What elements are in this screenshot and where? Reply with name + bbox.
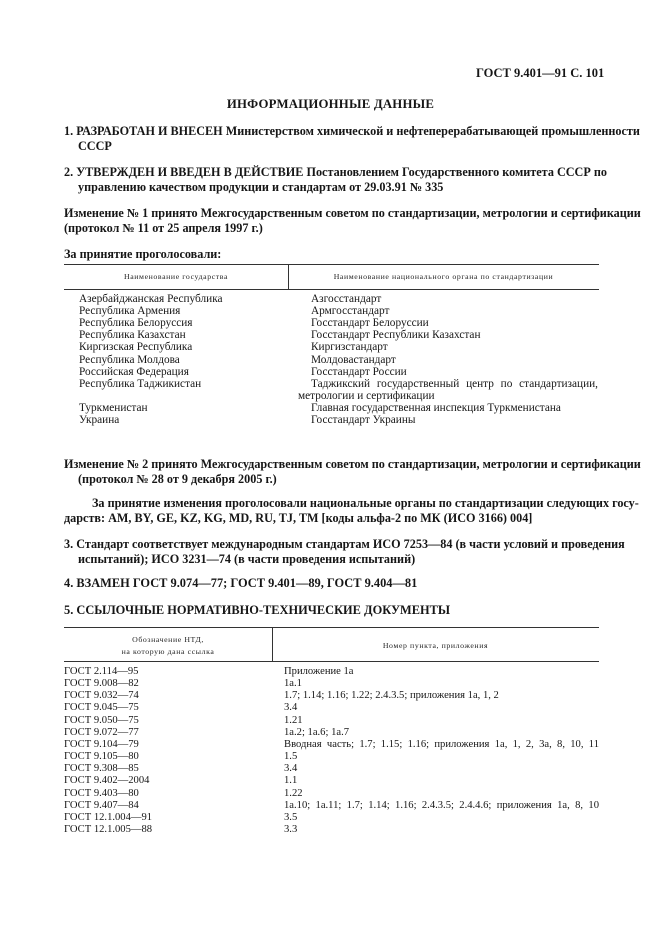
table-1-body-cell: Госстандарт Белоруссии (311, 317, 429, 330)
table-1-body-cell: Госстандарт Украины (311, 414, 416, 426)
change-2-line-1: Изменение № 2 принято Межгосударственным советом по стандартизации, метрологии и сертификации (64, 457, 641, 471)
table-2-doc-cell: ГОСТ 9.105—80 (64, 751, 139, 763)
table-1-state-cell: Республика Таджикистан (79, 377, 202, 390)
table-2-ref-cell: 3.5 (284, 811, 298, 823)
table-1-state-cell: Республика Белоруссия (79, 317, 193, 330)
table-1-body-cell: Молдовастандарт (311, 353, 396, 366)
item-2-line-1: 2. УТВЕРЖДЕН И ВВЕДЕН В ДЕЙСТВИЕ Постановлением Государственного комитета СССР по (64, 165, 607, 179)
table-2-ref-cell: 1.5 (284, 751, 298, 763)
table-2-ref-cell: Вводная часть; 1.7; 1.15; 1.16; приложения 1а, 1, 2, 3а, 8, 10, 11 (284, 738, 599, 750)
item-5-references-title: 5. ССЫЛОЧНЫЕ НОРМАТИВНО-ТЕХНИЧЕСКИЕ ДОКУМЕНТЫ (64, 603, 451, 617)
table-1-state-cell: Украина (79, 414, 120, 426)
table-2-doc-cell: ГОСТ 9.072—77 (64, 726, 139, 738)
table-2-ref-cell: 1.7; 1.14; 1.16; 1.22; 2.4.3.5; приложения 1а, 1, 2 (284, 690, 499, 702)
table-1-body-cell: метрологии и сертификации (298, 389, 435, 402)
page-title: ИНФОРМАЦИОННЫЕ ДАННЫЕ (226, 97, 435, 111)
change-2-paragraph (64, 457, 641, 487)
table-2-doc-cell: ГОСТ 9.402—2004 (64, 775, 150, 787)
table-1-state-cell: Республика Молдова (79, 353, 180, 366)
table-2-ref-cell: 1а.10; 1а.11; 1.7; 1.14; 1.16; 2.4.3.5; 2.4.4.6; приложения 1а, 8, 10 (284, 799, 599, 811)
table-1-body-cell: Армгосстандарт (311, 305, 390, 318)
table-2-doc-cell: ГОСТ 9.008—82 (64, 678, 139, 690)
table-2-doc-cell: ГОСТ 9.403—80 (64, 787, 139, 799)
table-1-state-cell: Республика Казахстан (79, 329, 186, 342)
table-2-ref-cell: 3.4 (284, 763, 298, 775)
table-2-doc-cell: ГОСТ 9.308—85 (64, 763, 139, 775)
item-2-line-2: управлению качеством продукции и стандартам от 29.03.91 № 335 (78, 180, 444, 194)
item-1-developed (64, 124, 640, 154)
table-1-body-cell: Азгосстандарт (311, 293, 382, 305)
change-2-line-3: За принятие изменения проголосовали национальные органы по стандартизации следующих госу- (92, 496, 639, 510)
table-1-state-cell: Российская Федерация (79, 365, 189, 378)
table-1-state-cell: Киргизская Республика (79, 341, 193, 354)
item-3-line-2: испытаний); ИСО 3231—74 (в части проведения испытаний) (78, 552, 416, 566)
table-2-header-doc-line-1: Обозначение НТД, (132, 635, 204, 644)
table-1-body-cell: Таджикский государственный центр по стандартизации, (311, 377, 598, 390)
page-header-code: ГОСТ 9.401—91 С. 101 (476, 66, 605, 80)
item-4-replaces: 4. ВЗАМЕН ГОСТ 9.074—77; ГОСТ 9.401—89, ГОСТ 9.404—81 (64, 576, 418, 590)
table-2-doc-cell: ГОСТ 9.032—74 (64, 690, 139, 702)
change-1-paragraph (64, 206, 641, 236)
change-2-line-4: дарств: AM, BY, GE, KZ, KG, MD, RU, TJ, TM [коды альфа-2 по МК (ИСО 3166) 004] (64, 511, 533, 525)
table-2-header-doc (64, 634, 272, 658)
table-1-body-cell: Главная государственная инспекция Туркменистана (311, 401, 561, 414)
table-2-header-rule (64, 661, 599, 662)
table-1-body-cell: Киргизстандарт (311, 341, 388, 354)
table-2-ref-cell: 1.22 (284, 787, 303, 799)
table-1-header-rule (64, 289, 599, 290)
table-1-state-cell: Республика Армения (79, 305, 181, 318)
table-2-header-ref: Номер пункта, приложения (382, 641, 489, 650)
table-1-top-rule (64, 264, 599, 265)
change-1-line-1: Изменение № 1 принято Межгосударственным советом по стандартизации, метрологии и сертификации (64, 206, 641, 220)
table-2-ref-cell: 1а.2; 1а.6; 1а.7 (284, 726, 350, 738)
table-2-doc-cell: ГОСТ 12.1.004—91 (64, 811, 153, 823)
table-2-doc-cell: ГОСТ 9.104—79 (64, 738, 139, 750)
table-1-body-cell: Госстандарт Республики Казахстан (311, 329, 481, 342)
table-2-ref-cell: 3.4 (284, 702, 298, 714)
table-2-top-rule (64, 627, 599, 628)
table-2-doc-cell: ГОСТ 9.050—75 (64, 714, 139, 726)
table-2-ref-cell: 1.21 (284, 714, 303, 726)
table-1-body-cell: Госстандарт России (311, 365, 407, 378)
table-2-ref-cell: 3.3 (284, 823, 298, 835)
change-1-line-2: (протокол № 11 от 25 апреля 1997 г.) (64, 221, 263, 235)
change-2-line-2: (протокол № 28 от 9 декабря 2005 г.) (78, 472, 277, 486)
table-2-doc-cell: ГОСТ 9.407—84 (64, 799, 139, 811)
change-2-voting (64, 496, 639, 526)
table-1-header-body: Наименование национального органа по стандартизации (333, 272, 554, 281)
item-3-line-1: 3. Стандарт соответствует международным стандартам ИСО 7253—84 (в части условий и проведения (64, 537, 625, 551)
table-2-ref-cell: 1а.1 (284, 678, 302, 690)
item-1-line-1: 1. РАЗРАБОТАН И ВНЕСЕН Министерством химической и нефтеперерабатывающей промышленности (64, 124, 640, 138)
table-2-ref-cell: 1.1 (284, 775, 298, 787)
table-2-doc-cell: ГОСТ 2.114—95 (64, 666, 139, 677)
table-2-ref-cell: Приложение 1а (284, 666, 354, 677)
table-2-header-doc-line-2: на которую дана ссылка (121, 647, 215, 656)
table-2-doc-cell: ГОСТ 9.045—75 (64, 702, 139, 714)
item-2-approved (64, 165, 607, 195)
table-1-state-cell: Азербайджанская Республика (79, 293, 223, 305)
table-1-state-cell: Туркменистан (79, 401, 148, 414)
table-2-doc-cell: ГОСТ 12.1.005—88 (64, 823, 153, 835)
item-3-conformity (64, 537, 625, 567)
item-1-line-2: СССР (78, 139, 112, 153)
table-1-header-state: Наименование государства (123, 272, 229, 281)
voted-label: За принятие проголосовали: (64, 247, 222, 261)
